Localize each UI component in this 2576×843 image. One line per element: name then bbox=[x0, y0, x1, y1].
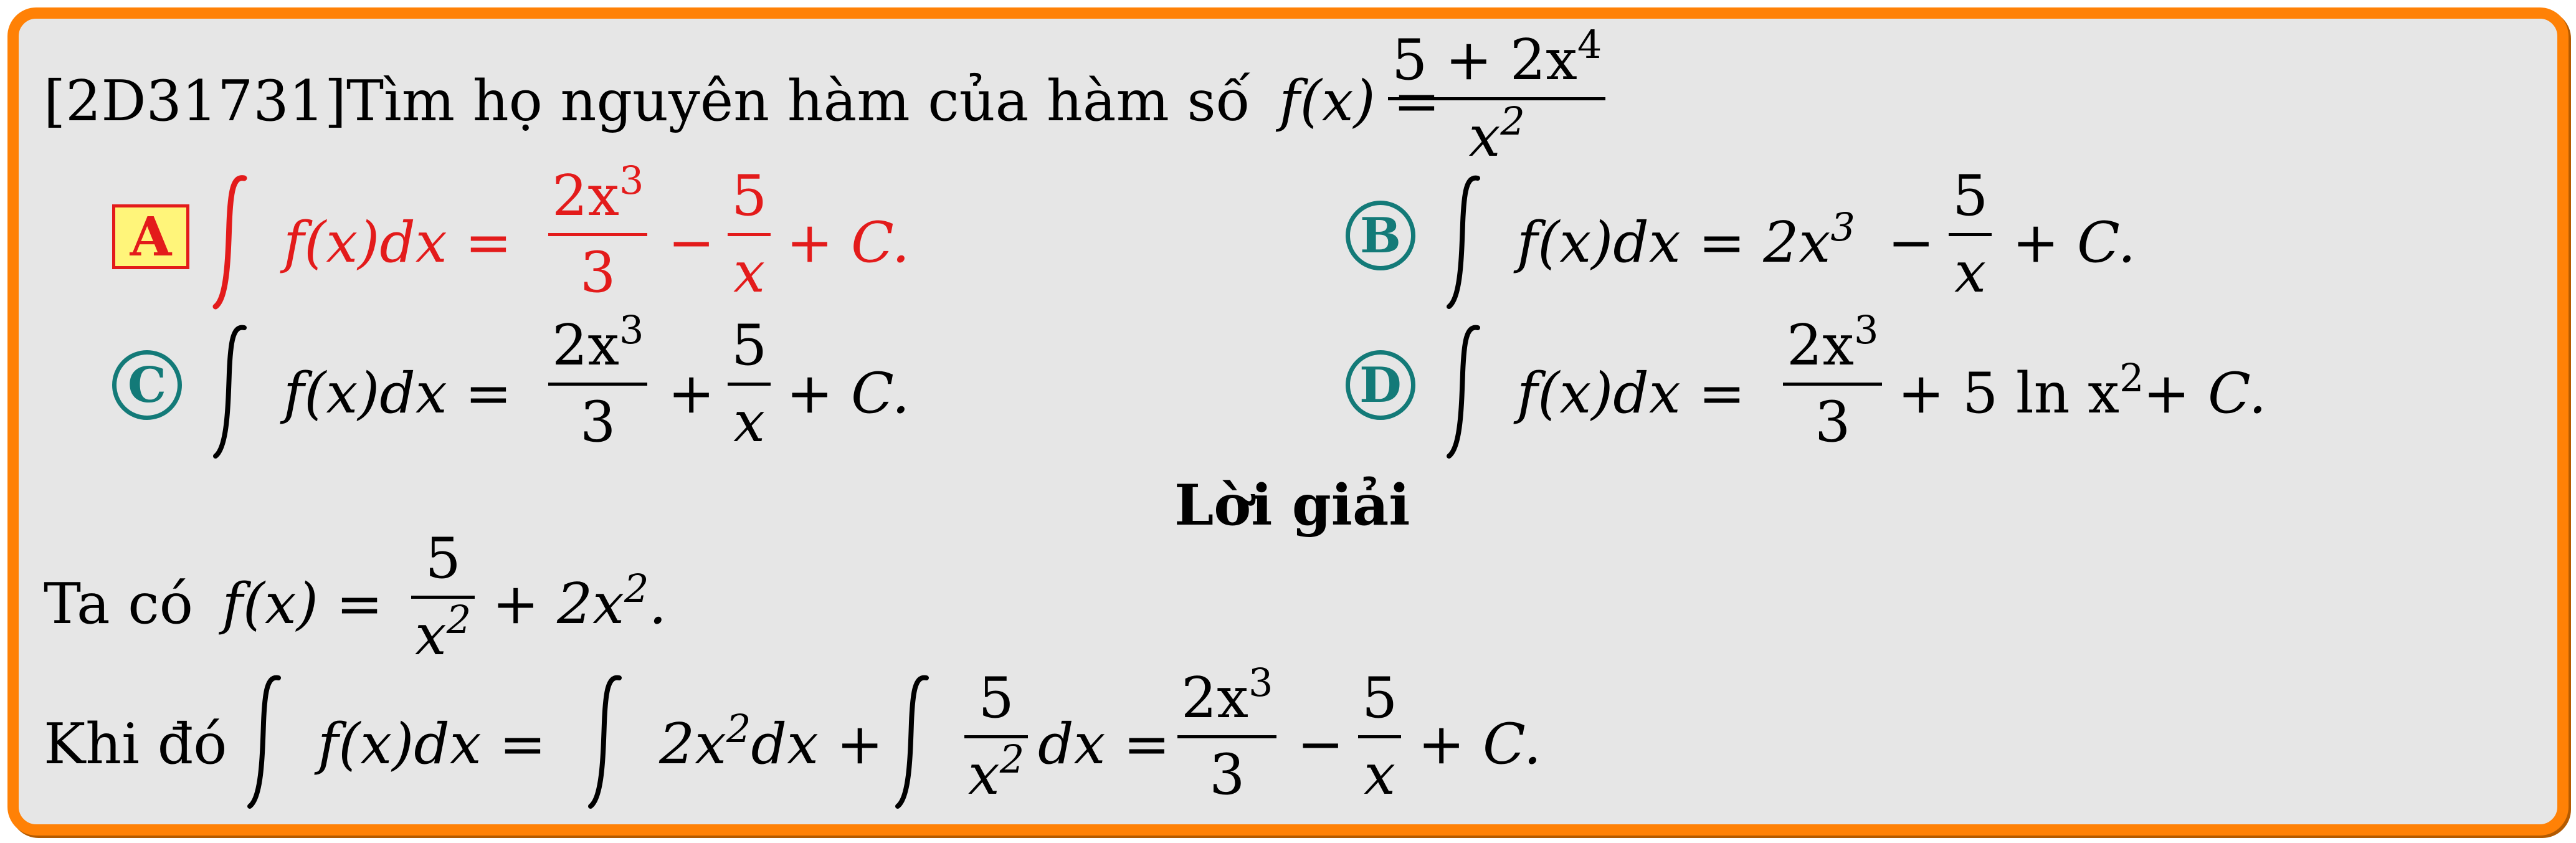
option-c-badge[interactable]: C bbox=[112, 350, 182, 420]
option-d-lhs: f(x)dx = bbox=[1517, 361, 1746, 426]
solution-line-2-prefix: Khi đó bbox=[44, 712, 227, 777]
option-b-integral-sign bbox=[1439, 173, 1489, 312]
option-a-integral-sign bbox=[206, 173, 255, 312]
problem-function-lhs: f(x) = bbox=[1279, 69, 1440, 134]
option-b-lhs: $f(x)dx = 2x^3$ bbox=[1517, 204, 1855, 275]
option-d-badge[interactable]: D bbox=[1346, 350, 1415, 420]
option-c-operator: + bbox=[668, 361, 715, 426]
solution-line-1-rest: + $2x^2$. bbox=[492, 566, 667, 637]
problem-text: Tìm họ nguyên hàm của hàm số bbox=[346, 69, 1250, 134]
option-b-tail: + C. bbox=[2012, 210, 2136, 275]
option-a-fraction-2: 5 x bbox=[728, 168, 771, 301]
problem-fraction bbox=[1388, 22, 1605, 169]
solution-line-1-fraction: 5 $x^2$ bbox=[411, 531, 475, 664]
problem-line bbox=[44, 69, 1440, 134]
option-a-lhs: f(x)dx = bbox=[283, 210, 512, 275]
option-b-operator: − bbox=[1888, 210, 1935, 275]
option-c-fraction-2: 5 x bbox=[728, 318, 771, 450]
option-a-fraction-1: $2x^3$ 3 bbox=[548, 168, 647, 301]
option-c-lhs: f(x)dx = bbox=[283, 361, 512, 426]
option-a-tail: + C. bbox=[786, 210, 910, 275]
solution-line-2-fraction-2: $2x^3$ 3 bbox=[1177, 670, 1276, 803]
option-b-badge[interactable]: B bbox=[1346, 201, 1415, 270]
solution-integral-sign-3 bbox=[888, 673, 938, 811]
option-d-fraction: $2x^3$ 3 bbox=[1783, 318, 1882, 450]
option-c-tail: + C. bbox=[786, 361, 910, 426]
solution-integral-sign-2 bbox=[581, 673, 630, 811]
problem-code: [2D31731] bbox=[44, 69, 346, 134]
solution-line-2-tail: + C. bbox=[1418, 712, 1542, 777]
option-d-integral-sign bbox=[1439, 323, 1489, 461]
problem-numerator: $5 + 2x^4$ bbox=[1392, 22, 1602, 93]
option-c-integral-sign bbox=[206, 323, 255, 461]
option-d-tail: + C. bbox=[2143, 361, 2267, 426]
option-c-fraction-1: $2x^3$ 3 bbox=[548, 318, 647, 450]
solution-line-2-fraction-1: 5 $x^2$ bbox=[964, 670, 1028, 803]
solution-line-2-term-1: $2x^2dx$ + bbox=[659, 706, 883, 777]
solution-heading: Lời giải bbox=[1174, 472, 1410, 538]
option-d-middle: + 5 $\ln x^2$ bbox=[1898, 355, 2144, 426]
problem-denominator: $x^2$ bbox=[1468, 98, 1525, 169]
solution-integral-sign-1 bbox=[240, 673, 290, 811]
option-a-operator: − bbox=[668, 210, 715, 275]
option-b-fraction: 5 x bbox=[1949, 168, 1992, 301]
solution-line-2-dx: dx = bbox=[1038, 712, 1171, 777]
solution-line-2-fraction-3: 5 x bbox=[1358, 670, 1401, 803]
solution-line-2-lhs: f(x)dx = bbox=[318, 712, 546, 777]
solution-line-1-start: Ta có f(x) = bbox=[44, 571, 383, 637]
solution-line-2-operator: − bbox=[1297, 712, 1344, 777]
option-a-badge[interactable]: A bbox=[112, 204, 189, 269]
